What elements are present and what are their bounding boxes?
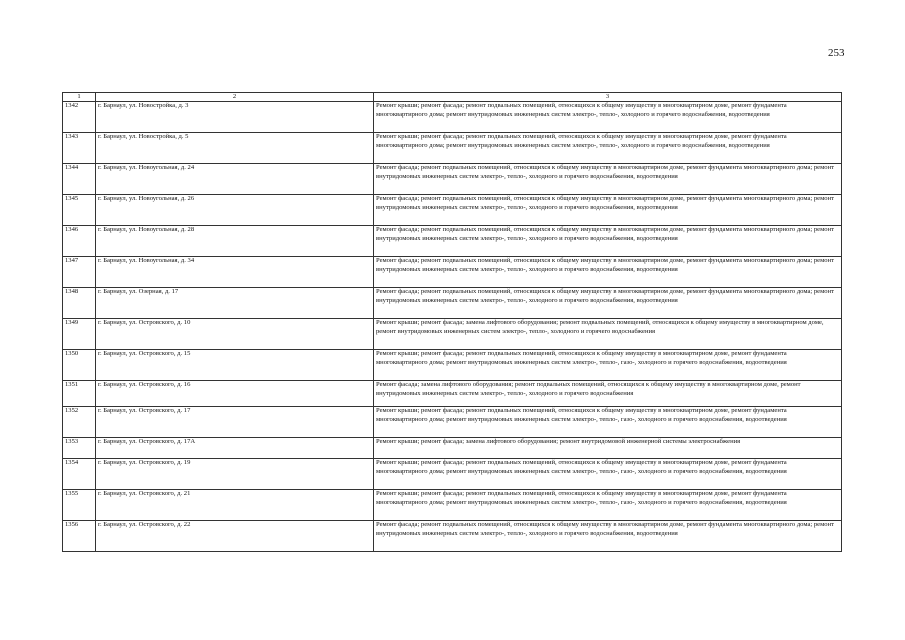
row-works: Ремонт фасада; ремонт подвальных помещений, относящихся к общему имуществу в многоквартирном доме, ремонт фундамента многоквартирного дома; ремонт внутридомовых инженерных систем электро-, тепло-, холодного и горячего водоснабжения, водоотведения xyxy=(374,164,842,195)
row-number: 1354 xyxy=(63,459,96,490)
row-works: Ремонт фасада; ремонт подвальных помещений, относящихся к общему имуществу в многоквартирном доме, ремонт фундамента многоквартирного дома; ремонт внутридомовых инженерных систем электро-, тепло-, холодного и горячего водоснабжения, водоотведения xyxy=(374,226,842,257)
table-row xyxy=(63,319,842,350)
page-number: 253 xyxy=(828,47,845,59)
row-number: 1344 xyxy=(63,164,96,195)
table-row xyxy=(63,257,842,288)
table-row xyxy=(63,490,842,521)
table-row xyxy=(63,381,842,407)
table-row xyxy=(63,521,842,552)
column-header-3: 3 xyxy=(374,93,842,102)
table-row xyxy=(63,102,842,133)
row-address: г. Барнаул, ул. Островского, д. 22 xyxy=(96,521,374,552)
row-number: 1347 xyxy=(63,257,96,288)
row-address: г. Барнаул, ул. Новоугольная, д. 28 xyxy=(96,226,374,257)
row-number: 1348 xyxy=(63,288,96,319)
row-works: Ремонт крыши; ремонт фасада; ремонт подвальных помещений, относящихся к общему имуществу в многоквартирном доме, ремонт фундамента многоквартирного дома; ремонт внутридомовых инженерных систем электро-, тепло-, газо-, холодного и горячего водоснабжения, водоотведения xyxy=(374,350,842,381)
row-address: г. Барнаул, ул. Островского, д. 17 xyxy=(96,407,374,438)
row-number: 1353 xyxy=(63,438,96,459)
row-works: Ремонт фасада; ремонт подвальных помещений, относящихся к общему имуществу в многоквартирном доме, ремонт фундамента многоквартирного дома; ремонт внутридомовых инженерных систем электро-, тепло-, холодного и горячего водоснабжения, водоотведения xyxy=(374,521,842,552)
row-works: Ремонт фасада; замена лифтового оборудования; ремонт подвальных помещений, относящихся к общему имуществу в многоквартирном доме, ремонт внутридомовых инженерных систем электро-, тепло-, холодного и горячего водоснабжения xyxy=(374,381,842,407)
table-row xyxy=(63,195,842,226)
column-header-2: 2 xyxy=(96,93,374,102)
row-works: Ремонт крыши; ремонт фасада; ремонт подвальных помещений, относящихся к общему имуществу в многоквартирном доме, ремонт фундамента многоквартирного дома; ремонт внутридомовых инженерных систем электро-, тепло-, газо-, холодного и горячего водоснабжения, водоотведения xyxy=(374,490,842,521)
row-works: Ремонт крыши; ремонт фасада; замена лифтового оборудования; ремонт подвальных помещений, относящихся к общему имуществу в многоквартирном доме, ремонт внутридомовых инженерных систем электро-, тепло-, холодного и горячего водоснабжения xyxy=(374,319,842,350)
row-address: г. Барнаул, ул. Островского, д. 15 xyxy=(96,350,374,381)
row-number: 1343 xyxy=(63,133,96,164)
row-works: Ремонт фасада; ремонт подвальных помещений, относящихся к общему имуществу в многоквартирном доме, ремонт фундамента многоквартирного дома; ремонт внутридомовых инженерных систем электро-, тепло-, холодного и горячего водоснабжения, водоотведения xyxy=(374,288,842,319)
row-number: 1349 xyxy=(63,319,96,350)
row-works: Ремонт фасада; ремонт подвальных помещений, относящихся к общему имуществу в многоквартирном доме, ремонт фундамента многоквартирного дома; ремонт внутридомовых инженерных систем электро-, тепло-, холодного и горячего водоснабжения, водоотведения xyxy=(374,195,842,226)
row-address: г. Барнаул, ул. Озерная, д. 17 xyxy=(96,288,374,319)
column-header-1: 1 xyxy=(63,93,96,102)
row-works: Ремонт фасада; ремонт подвальных помещений, относящихся к общему имуществу в многоквартирном доме, ремонт фундамента многоквартирного дома; ремонт внутридомовых инженерных систем электро-, тепло-, холодного и горячего водоснабжения, водоотведения xyxy=(374,257,842,288)
row-number: 1346 xyxy=(63,226,96,257)
row-works: Ремонт крыши; ремонт фасада; замена лифтового оборудования; ремонт внутридомовой инженерной системы электроснабжения xyxy=(374,438,842,459)
row-number: 1342 xyxy=(63,102,96,133)
row-number: 1345 xyxy=(63,195,96,226)
row-works: Ремонт крыши; ремонт фасада; ремонт подвальных помещений, относящихся к общему имуществу в многоквартирном доме, ремонт фундамента многоквартирного дома; ремонт внутридомовых инженерных систем электро-, тепло-, газо-, холодного и горячего водоснабжения, водоотведения xyxy=(374,459,842,490)
table-row xyxy=(63,133,842,164)
row-address: г. Барнаул, ул. Островского, д. 16 xyxy=(96,381,374,407)
row-number: 1356 xyxy=(63,521,96,552)
table-row xyxy=(63,350,842,381)
row-address: г. Барнаул, ул. Новостройка, д. 3 xyxy=(96,102,374,133)
table-row xyxy=(63,226,842,257)
row-number: 1350 xyxy=(63,350,96,381)
row-address: г. Барнаул, ул. Островского, д. 19 xyxy=(96,459,374,490)
row-number: 1351 xyxy=(63,381,96,407)
row-works: Ремонт крыши; ремонт фасада; ремонт подвальных помещений, относящихся к общему имуществу в многоквартирном доме, ремонт фундамента многоквартирного дома; ремонт внутридомовых инженерных систем электро-, тепло-, холодного и горячего водоснабжения, водоотведения xyxy=(374,133,842,164)
row-address: г. Барнаул, ул. Новоугольная, д. 24 xyxy=(96,164,374,195)
row-address: г. Барнаул, ул. Новостройка, д. 5 xyxy=(96,133,374,164)
table-row xyxy=(63,288,842,319)
row-address: г. Барнаул, ул. Новоугольная, д. 26 xyxy=(96,195,374,226)
row-address: г. Барнаул, ул. Островского, д. 17А xyxy=(96,438,374,459)
table-row xyxy=(63,164,842,195)
row-number: 1352 xyxy=(63,407,96,438)
table-row xyxy=(63,407,842,438)
table-header-row xyxy=(63,93,842,102)
table-row xyxy=(63,459,842,490)
repair-registry-table xyxy=(62,92,842,552)
table-row xyxy=(63,438,842,459)
row-address: г. Барнаул, ул. Новоугольная, д. 34 xyxy=(96,257,374,288)
row-number: 1355 xyxy=(63,490,96,521)
row-address: г. Барнаул, ул. Островского, д. 21 xyxy=(96,490,374,521)
row-works: Ремонт крыши; ремонт фасада; ремонт подвальных помещений, относящихся к общему имуществу в многоквартирном доме, ремонт фундамента многоквартирного дома; ремонт внутридомовых инженерных систем электро-, тепло-, холодного и горячего водоснабжения, водоотведения xyxy=(374,102,842,133)
row-works: Ремонт крыши; ремонт фасада; ремонт подвальных помещений, относящихся к общему имуществу в многоквартирном доме, ремонт фундамента многоквартирного дома; ремонт внутридомовых инженерных систем электро-, тепло-, газо-, холодного и горячего водоснабжения, водоотведения xyxy=(374,407,842,438)
row-address: г. Барнаул, ул. Островского, д. 10 xyxy=(96,319,374,350)
